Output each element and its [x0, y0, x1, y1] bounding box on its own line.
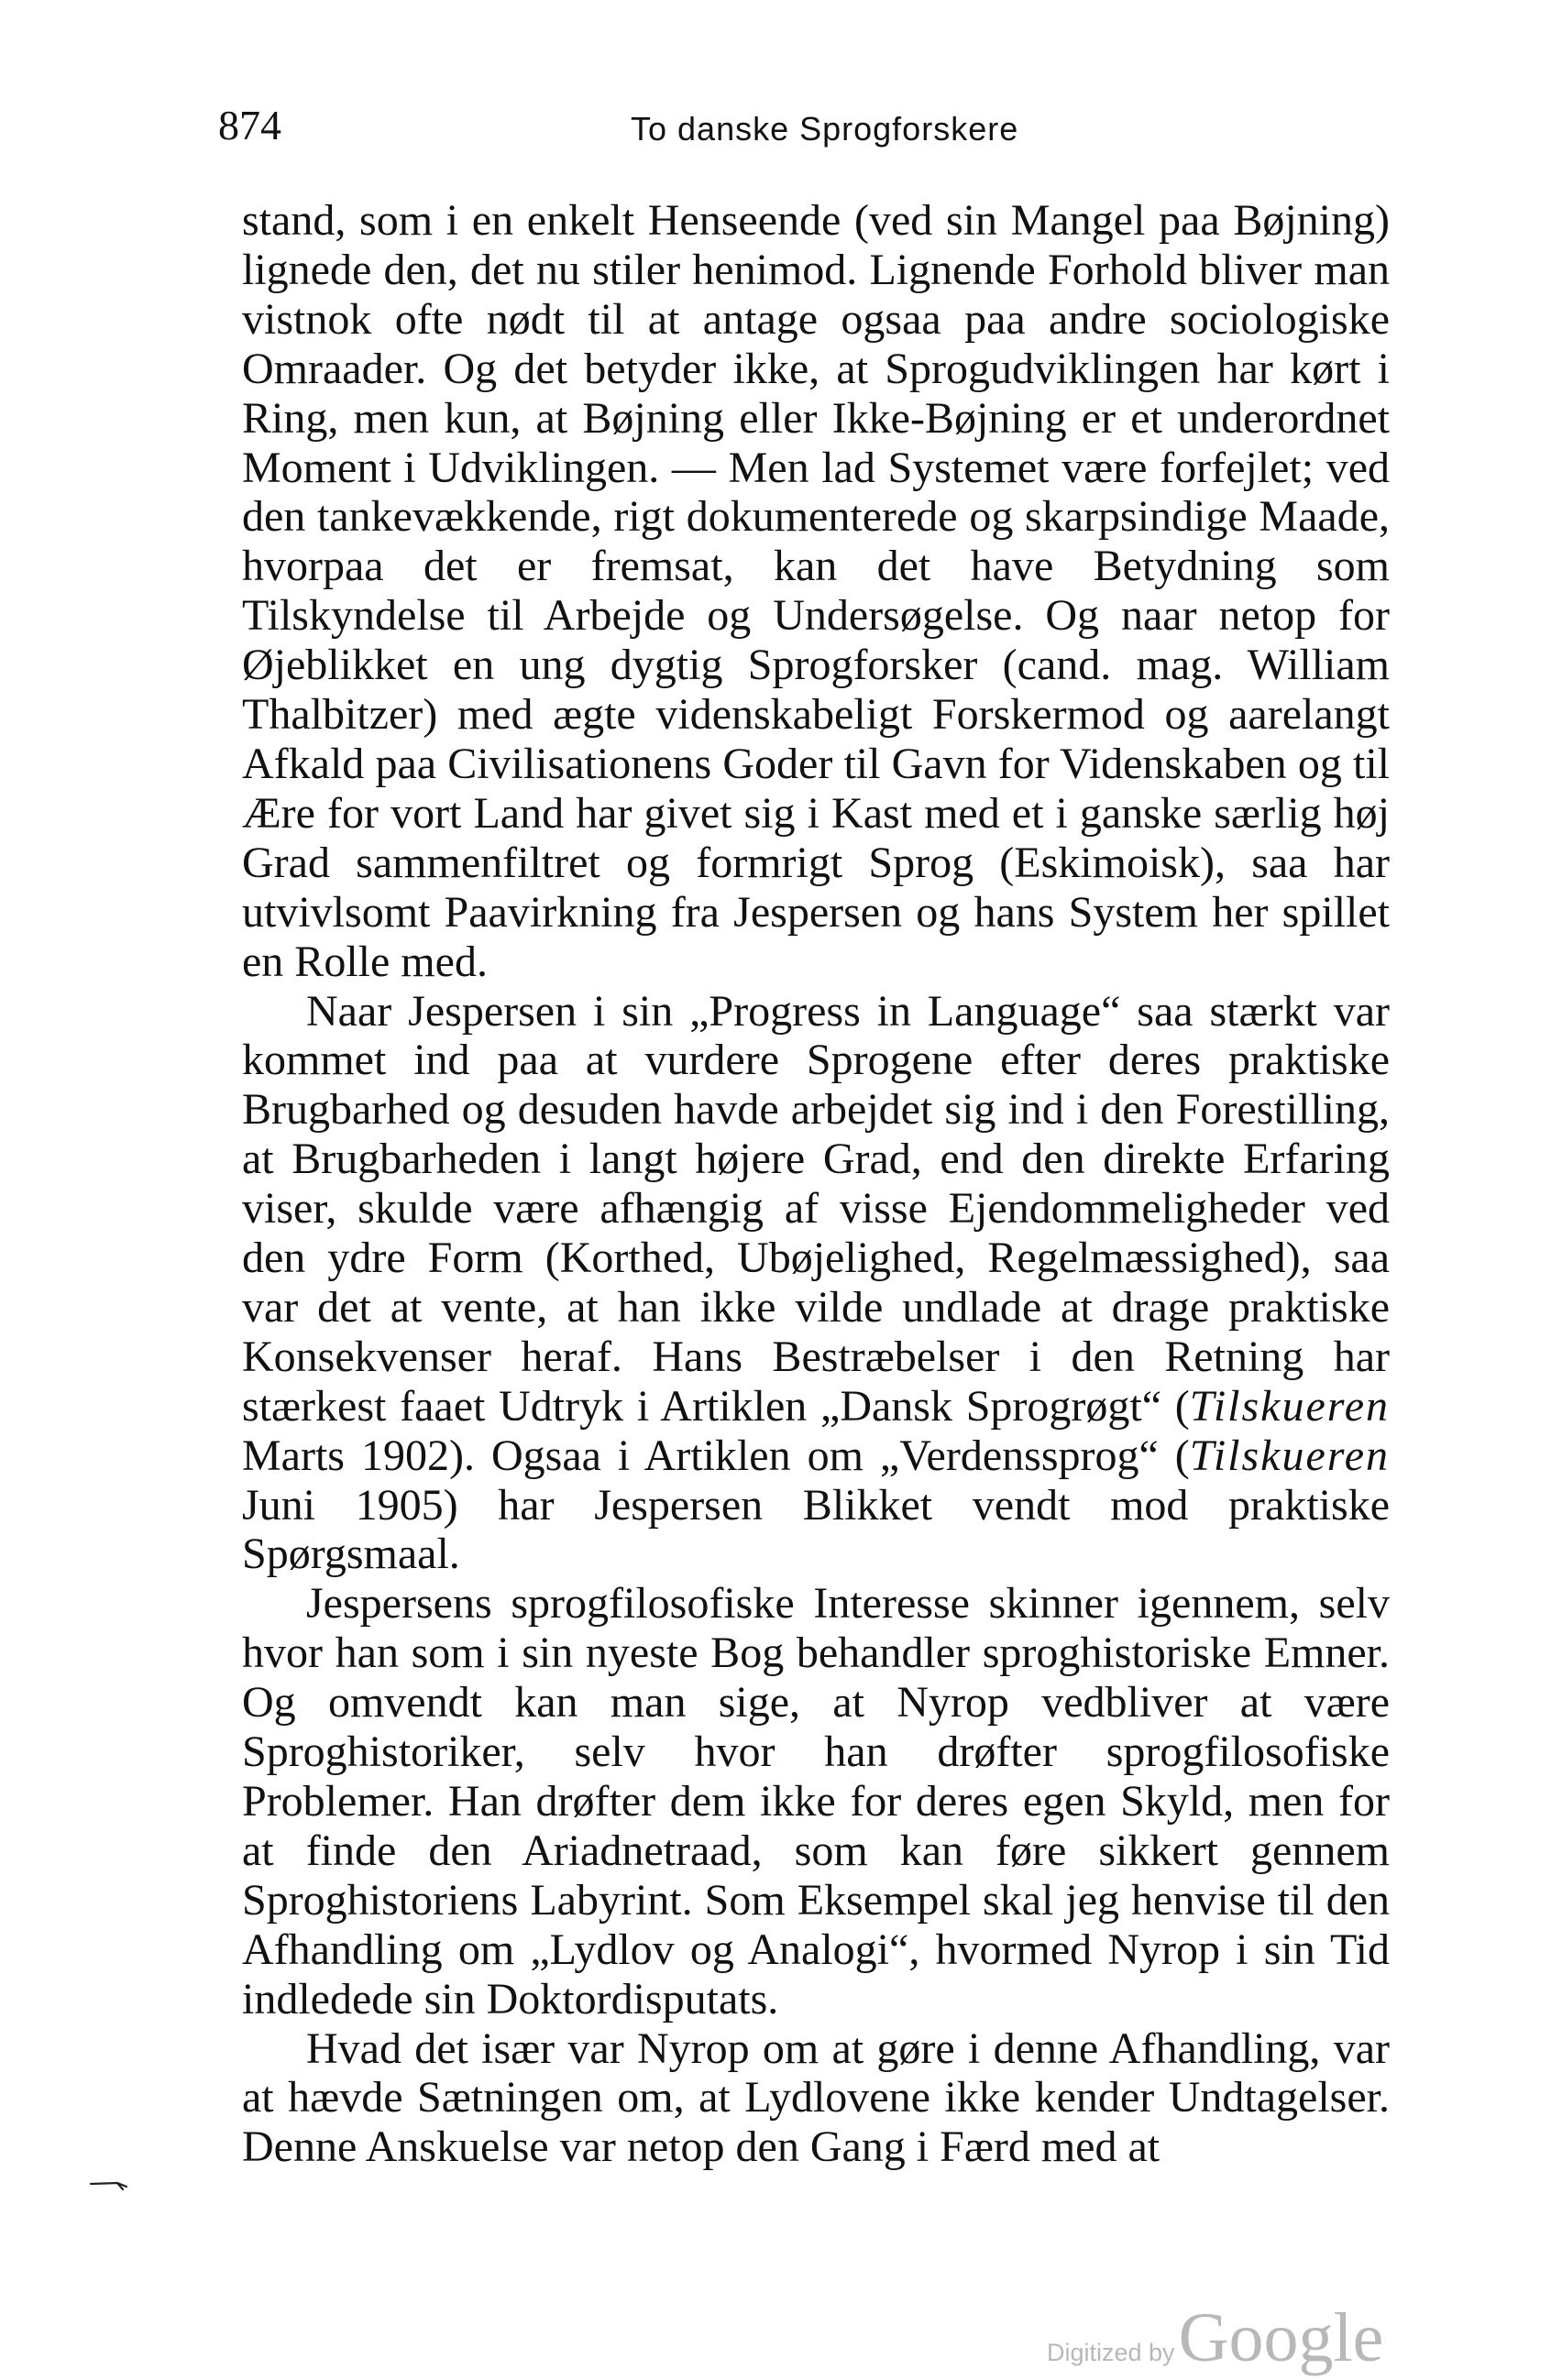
paragraph-3: Jespersens sprogfilosofiske Interesse skinner igennem, selv hvor han som i sin nyeste Bog behandler sproghistoriske Emner. Og omvendt kan man sige, at Nyrop vedbliver at være Sproghistoriker, selv hvor han drøfter sprogfilosofiske Problemer. Han drøfter dem ikke for deres egen Skyld, men for at finde den Ariadnetraad, som kan føre sikkert gennem Sproghistoriens Labyrint. Som Eksempel skal jeg henvise til den Afhandling om „Lydlov og Analogi“, hvormed Nyrop i sin Tid indledede sin Doktordisputats.: [242, 1579, 1390, 2024]
paragraph-1: stand, som i en enkelt Henseende (ved sin Mangel paa Bøjning) lignede den, det nu stiler henimod. Lignende Forhold bliver man vistnok ofte nødt til at antage ogsaa paa andre sociologiske Omraader. Og det betyder ikke, at Sprogudviklingen har kørt i Ring, men kun, at Bøjning eller Ikke-Bøjning er et underordnet Moment i Udviklingen. — Men lad Systemet være forfejlet; ved den tankevækkende, rigt dokumenterede og skarpsindige Maade, hvorpaa det er fremsat, kan det have Betydning som Tilskyndelse til Arbejde og Undersøgelse. Og naar netop for Øjeblikket en ung dygtig Sprogforsker (cand. mag. William Thalbitzer) med ægte videnskabeligt Forskermod og aarelangt Afkald paa Civilisationens Goder til Gavn for Videnskaben og til Ære for vort Land har givet sig i Kast med et i ganske særlig høj Grad sammenfiltret og formrigt Sprog (Eskimoisk), saa har utvivlsomt Paavirkning fra Jespersen og hans System her spillet en Rolle med.: [242, 196, 1390, 986]
paragraph-2-part-b: Marts 1902). Ogsaa i Artiklen om „Verdenssprog“ (: [242, 1431, 1190, 1480]
body-text: [242, 196, 1390, 2172]
watermark-logo: Google: [1178, 2299, 1384, 2376]
watermark-prefix: Digitized by: [1047, 2339, 1175, 2366]
page-header: [218, 101, 1410, 165]
margin-pen-mark: [90, 2179, 130, 2192]
digitized-watermark: [1047, 2298, 1383, 2378]
paragraph-2: [242, 987, 1390, 1580]
journal-title-tilskueren-1: Tilskueren: [1189, 1381, 1390, 1431]
running-head: To danske Sprogforskere: [631, 110, 1019, 148]
paragraph-2-part-a: Naar Jespersen i sin „Progress in Language“ saa stærkt var kommet ind paa at vurdere Sprogene efter deres praktiske Brugbarhed og desuden havde arbejdet sig ind i den Forestilling, at Brugbarheden i langt højere Grad, end den direkte Erfaring viser, skulde være afhængig af visse Ejendommeligheder ved den ydre Form (Korthed, Ubøjelighed, Regelmæssighed), saa var det at vente, at han ikke vilde undlade at drage praktiske Konsekvenser heraf. Hans Bestræbelser i den Retning har stærkest faaet Udtryk i Artiklen „Dansk Sprogrøgt“ (: [242, 986, 1390, 1431]
page-number: 874: [218, 102, 281, 148]
journal-title-tilskueren-2: Tilskueren: [1189, 1431, 1390, 1480]
paragraph-2-part-c: Juni 1905) har Jespersen Blikket vendt mod praktiske Spørgsmaal.: [242, 1480, 1390, 1579]
paragraph-4: Hvad det især var Nyrop om at gøre i denne Afhandling, var at hævde Sætningen om, at Lydlovene ikke kender Undtagelser. Denne Anskuelse var netop den Gang i Færd med at: [242, 2024, 1390, 2172]
